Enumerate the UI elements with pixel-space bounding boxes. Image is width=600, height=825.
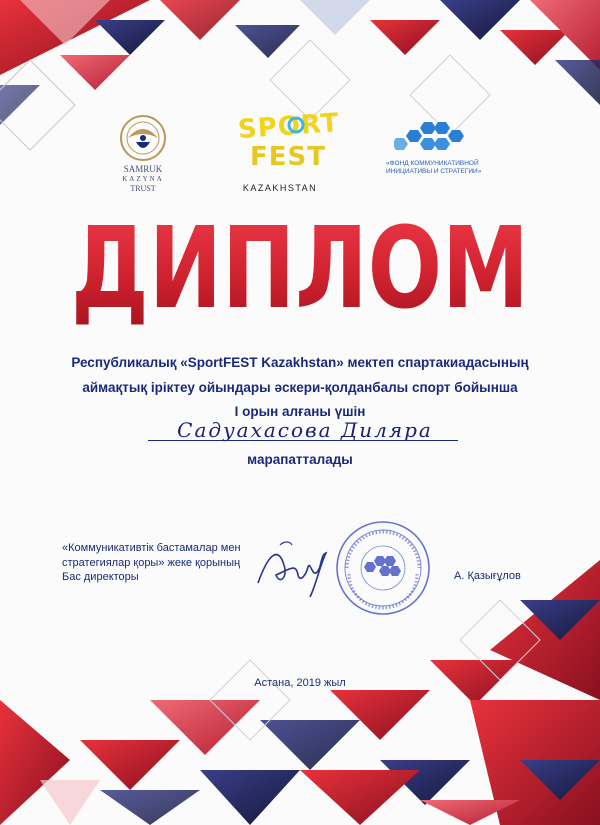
kazyna-text: KAZYNA — [122, 175, 164, 183]
fund-hexagons-icon — [394, 120, 464, 156]
awarded-text: марапатталады — [247, 452, 353, 467]
title-text: ДИПЛОМ — [71, 205, 529, 325]
sportfest-country-text: KAZAKHSTAN — [242, 183, 318, 193]
samruk-emblem-icon — [108, 112, 178, 164]
body-line-2: аймақтық іріктеу ойындары әскери-қолданбалы спорт бойынша — [82, 380, 518, 395]
official-stamp-icon — [333, 518, 433, 618]
signature-image — [250, 525, 340, 605]
samruk-text: SAMRUK — [123, 164, 163, 174]
body-line-1: Республикалық «SportFEST Kazakhstan» мектеп спартакиадасының — [71, 355, 529, 370]
signatory-block — [62, 541, 282, 585]
samruk-kazyna-logo — [108, 112, 178, 212]
fund-line1-text: «ФОНД КОММУНИКАТИВНОЙ — [386, 160, 479, 167]
recipient-name: Садуахасова Диляра — [177, 418, 433, 442]
signatory-name: А. Қазығұлов — [454, 570, 521, 582]
body-line-3: I орын алғаны үшін — [234, 404, 366, 419]
trust-text: TRUST — [130, 184, 156, 193]
recipient-underline — [148, 440, 458, 441]
signatory-line-2: стратегиялар қоры» жеке қорының — [62, 556, 241, 569]
place-date-text: Астана, 2019 жыл — [254, 677, 346, 689]
fund-line2-text: ИНИЦИАТИВЫ И СТРАТЕГИИ» — [386, 168, 482, 175]
sportfest-fest-text: FEST — [250, 142, 326, 172]
fund-logo — [386, 120, 496, 180]
signatory-line-3: Бас директоры — [62, 571, 139, 583]
diploma-title — [0, 205, 600, 325]
sportfest-sport-text: SPORT — [237, 108, 341, 146]
sportfest-ring-icon — [286, 114, 306, 136]
signatory-line-1: «Коммуникативтік бастамалар мен — [62, 542, 241, 554]
sportfest-logo — [232, 108, 341, 192]
